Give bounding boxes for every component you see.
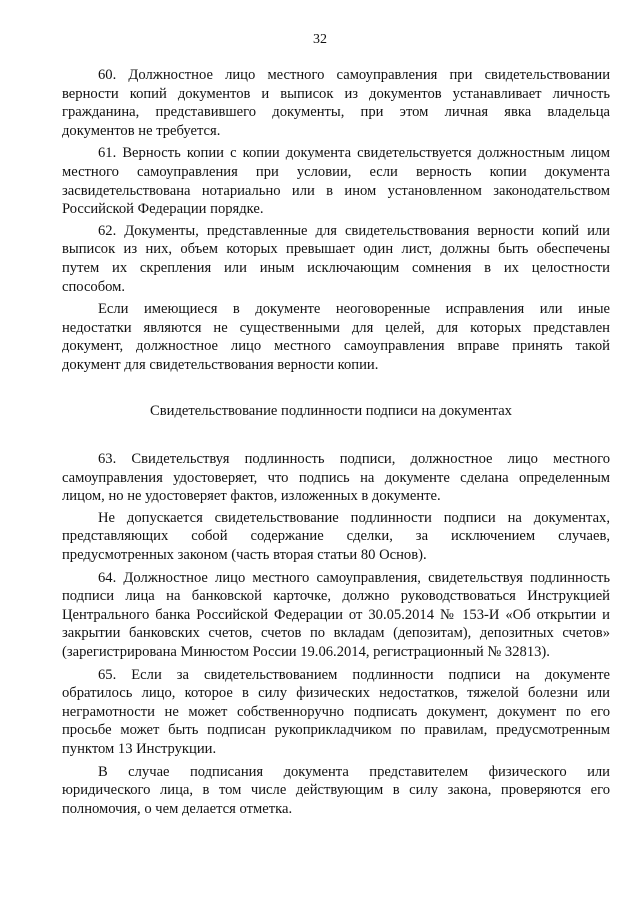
- text-line: гражданина, представившего документы, при этом личная явка владельца: [62, 104, 610, 121]
- text-line: пунктом 13 Инструкции.: [62, 741, 217, 757]
- text-line: закрытии банковских счетов, счетов по вкладам (депозитам), депозитных счетов»: [62, 625, 610, 642]
- paragraph-65-continuation: [62, 763, 610, 819]
- text-line: (зарегистрирована Минюстом России 19.06.2014, регистрационный № 32813).: [62, 644, 550, 661]
- text-line: полномочия, о чем делается отметка.: [62, 800, 293, 817]
- text-line: просьбе может быть подписан рукоприкладчиком по правилам, предусмотренным: [62, 722, 610, 739]
- text-line: В случае подписания документа представителем физического или: [98, 763, 610, 780]
- text-line: юридического лица, в том числе действующим в силу закона, проверяются его: [62, 782, 610, 799]
- text-line: лицом, но не удостоверяет фактов, изложенных в документе.: [62, 488, 441, 505]
- text-line: документ для свидетельствования верности копии.: [62, 356, 379, 373]
- text-line: верности копий документов и выписок из документов устанавливает личность: [62, 85, 610, 102]
- paragraph-62: [62, 222, 610, 296]
- page-number: 32: [313, 32, 327, 47]
- text-line: 62. Документы, представленные для свидетельствования верности копий или: [98, 222, 610, 239]
- text-line: Не допускается свидетельствование подлинности подписи на документах,: [98, 509, 610, 526]
- text-line: 61. Верность копии с копии документа свидетельствуется должностным лицом: [98, 145, 610, 162]
- paragraph-61: [62, 144, 610, 218]
- text-line: местного самоуправления при условии, если верность копии документа: [62, 163, 610, 180]
- text-line: 65. Если за свидетельствованием подлинности подписи на документе: [98, 666, 610, 683]
- paragraph-63: [62, 450, 610, 506]
- text-line: документов не требуется.: [62, 122, 221, 139]
- text-line: 63. Свидетельствуя подлинность подписи, должностное лицо местного: [98, 451, 610, 468]
- document-body: [62, 66, 610, 818]
- text-line: предусмотренных законом (часть вторая статьи 80 Основ).: [62, 547, 427, 564]
- text-line: выписок из них, объем которых превышает один лист, должны быть обеспечены: [62, 241, 610, 258]
- text-line: Российской Федерации порядке.: [62, 201, 264, 218]
- text-line: 64. Должностное лицо местного самоуправления, свидетельствуя подлинность: [98, 569, 610, 586]
- paragraph-65: [62, 666, 610, 759]
- section-heading: Свидетельствование подлинности подписи на документах: [150, 402, 512, 419]
- paragraph-64: [62, 569, 610, 662]
- text-line: документ, должностное лицо местного самоуправления вправе принять такой: [62, 338, 610, 355]
- text-line: засвидетельствована нотариально или в ином установленном законодательством: [62, 182, 610, 199]
- text-line: Центрального банка Российской Федерации от 30.05.2014 № 153-И «Об открытии и: [62, 606, 610, 623]
- paragraph-60: [62, 66, 610, 140]
- text-line: неграмотности не может собственноручно подписать документ, документ по его: [62, 703, 610, 720]
- paragraph-62-continuation: [62, 300, 610, 374]
- text-line: подписи лица на банковской карточке, должно руководствоваться Инструкцией: [62, 588, 610, 605]
- text-line: 60. Должностное лицо местного самоуправления при свидетельствовании: [98, 67, 610, 83]
- paragraph-63-continuation: [62, 509, 610, 565]
- text-line: самоуправления удостоверяет, что подпись на документе сделана определенным: [62, 469, 610, 486]
- text-line: обратилось лицо, которое в силу физических недостатков, тяжелой болезни или: [62, 685, 610, 702]
- text-line: представляющих собой содержание сделки, за исключением случаев,: [62, 528, 610, 545]
- text-line: путем их скрепления или иным исключающим сомнения в их целостности: [62, 259, 610, 276]
- text-line: недостатки являются не существенными для целей, для которых представлен: [62, 319, 610, 336]
- text-line: способом.: [62, 278, 126, 295]
- text-line: Если имеющиеся в документе неоговоренные исправления или иные: [98, 301, 610, 318]
